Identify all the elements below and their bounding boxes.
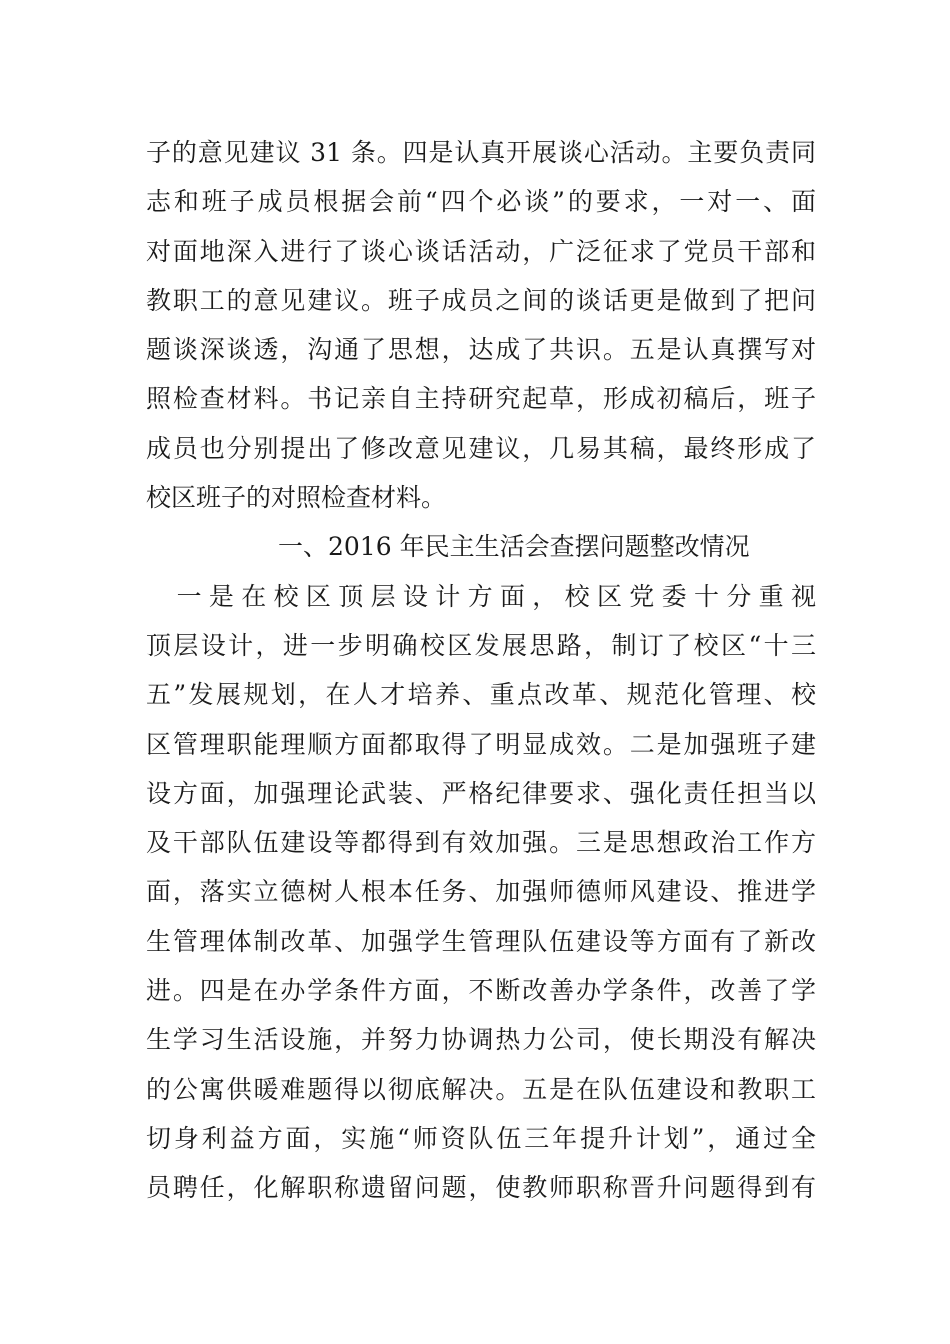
paragraph-line: 及干部队伍建设等都得到有效加强。三是思想政治工作方 bbox=[146, 828, 816, 858]
paragraph-line: 题谈深谈透，沟通了思想，达成了共识。五是认真撰写对 bbox=[146, 335, 816, 365]
paragraph-line: 校区班子的对照检查材料。 bbox=[146, 483, 447, 513]
paragraph-line: 切身利益方面，实施“师资队伍三年提升计划”，通过全 bbox=[146, 1123, 816, 1153]
paragraph-line: 五”发展规划，在人才培养、重点改革、规范化管理、校 bbox=[146, 680, 816, 710]
section-heading: 一、2016 年民主生活会查摆问题整改情况 bbox=[278, 532, 750, 562]
paragraph-line: 面，落实立德树人根本任务、加强师德师风建设、推进学 bbox=[146, 877, 816, 907]
paragraph-line: 教职工的意见建议。班子成员之间的谈话更是做到了把问 bbox=[146, 285, 816, 315]
paragraph-line: 照检查材料。书记亲自主持研究起草，形成初稿后，班子 bbox=[146, 384, 816, 414]
paragraph-line: 一是在校区顶层设计方面，校区党委十分重视 bbox=[146, 581, 816, 611]
paragraph-line: 对面地深入进行了谈心谈话活动，广泛征求了党员干部和 bbox=[146, 236, 816, 266]
document-body bbox=[146, 128, 816, 1213]
paragraph-line: 顶层设计，进一步明确校区发展思路，制订了校区“十三 bbox=[146, 630, 816, 660]
paragraph-line: 成员也分别提出了修改意见建议，几易其稿，最终形成了 bbox=[146, 433, 816, 463]
paragraph-line: 设方面，加强理论武装、严格纪律要求、强化责任担当以 bbox=[146, 778, 816, 808]
paragraph-line: 子的意见建议 31 条。四是认真开展谈心活动。主要负责同 bbox=[146, 138, 816, 167]
paragraph-line: 的公寓供暖难题得以彻底解决。五是在队伍建设和教职工 bbox=[146, 1074, 816, 1104]
paragraph-line: 区管理职能理顺方面都取得了明显成效。二是加强班子建 bbox=[146, 729, 816, 759]
paragraph-line: 志和班子成员根据会前“四个必谈”的要求，一对一、面 bbox=[146, 187, 816, 217]
paragraph-line: 员聘任，化解职称遗留问题，使教师职称晋升问题得到有 bbox=[146, 1173, 816, 1203]
paragraph-line: 生学习生活设施，并努力协调热力公司，使长期没有解决 bbox=[146, 1025, 816, 1055]
paragraph-line: 生管理体制改革、加强学生管理队伍建设等方面有了新改 bbox=[146, 926, 816, 956]
paragraph-line: 进。四是在办学条件方面，不断改善办学条件，改善了学 bbox=[146, 976, 816, 1006]
